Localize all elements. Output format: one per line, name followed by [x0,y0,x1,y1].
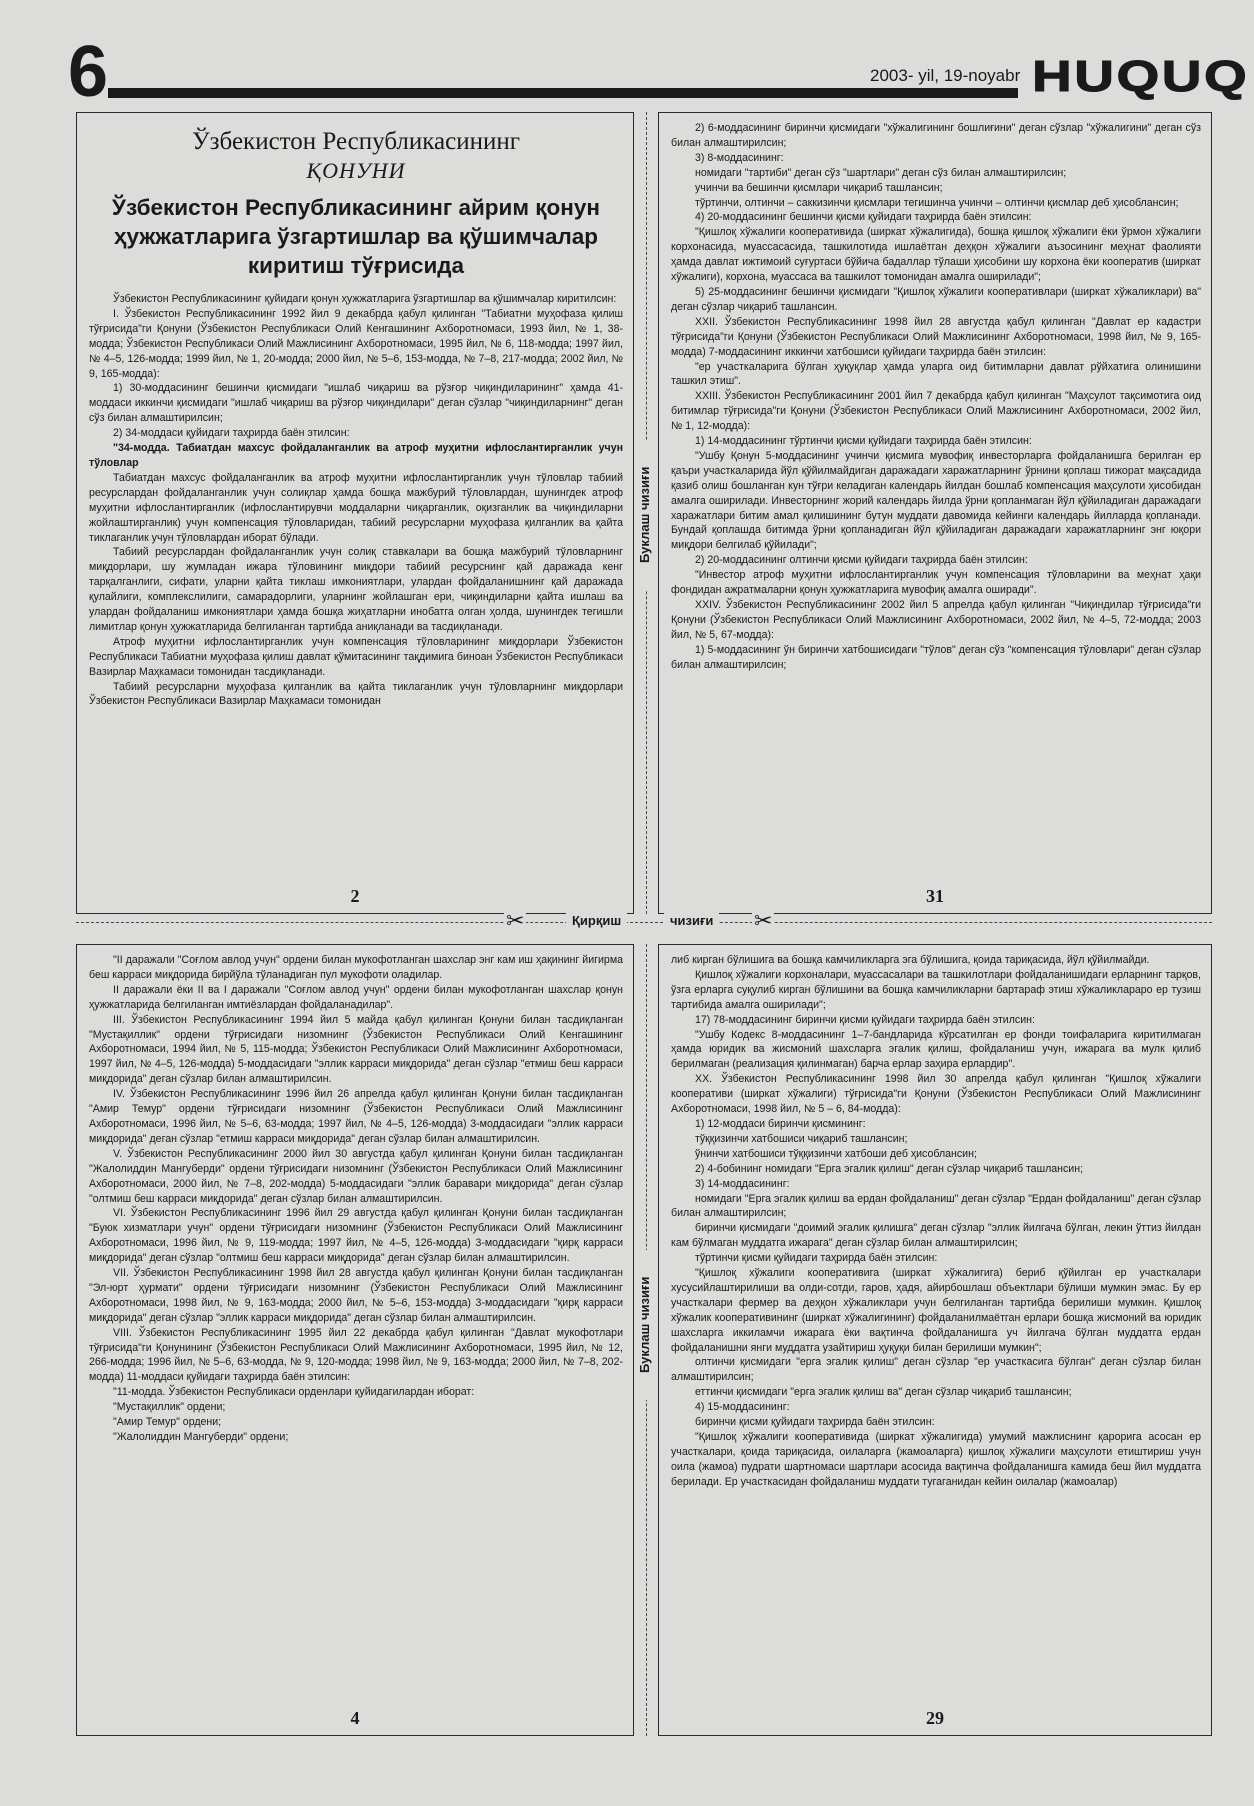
paragraph: V. Ўзбекистон Республикасининг 2000 йил 30 августда қабул қилинган Қонуни билан тасдиқланган "Жалолиддин Мангуберди" ордени тўғрисидаги низомнинг (Ўзбекистон Республикаси Олий Мажлисининг Ахборотномаси, 2000 йил, № 7–8, 202-модда) 5-моддасидаги "эллик баравари миқдорида" деган сўзлар "олтмиш беш карраси миқдорида" деган сўзлар билан алмаштирилсин. [89,1147,623,1205]
paragraph: VI. Ўзбекистон Республикасининг 1996 йил 29 августда қабул қилинган Қонуни билан тасдиқланган "Буюк хизматлари учун" ордени тўғрисидаги низомнинг (Ўзбекистон Республикаси Олий Мажлисининг Ахборотномаси, 1996 йил, № 9, 119-модда; 1997 йил, № 4–5, 126-модда) 3-моддасидаги "қирқ карраси миқдорида" деган сўзлар "олтмиш беш карраси миқдорида" деган сўзлар билан алмаштирилсин. [89,1207,623,1265]
box-page-number: 2 [350,886,360,906]
paragraph: "34-модда. Табиатдан махсус фойдаланганлик ва атроф муҳитни ифлослантирганлик учун тўловлар [89,442,623,469]
paragraph: "ер участкаларига бўлган ҳуқуқлар ҳамда уларга оид битимларни давлат рўйхатига олинишини ташкил этиш". [671,360,1201,388]
paragraph: "Амир Темур" ордени; [113,1416,222,1429]
paragraph: IV. Ўзбекистон Республикасининг 1996 йил 26 апрелда қабул қилинган Қонуни билан тасдиқланган "Амир Темур" ордени тўғрисидаги низомнинг (Ўзбекистон Республикаси Олий Мажлисининг Ахборотномаси, 1996 йил, № 5–6, 63-модда; 1997 йил, № 4–5, 126-модда) 3-моддасидаги "эллик карраси миқдорида" деган сўзлар "етмиш карраси миқдорида" деган сўзлар билан алмаштирилсин. [89,1088,623,1145]
law-box-page-31 [658,112,1212,914]
scissors-icon: ✂ [506,908,525,933]
box-page-number: 29 [926,1708,944,1728]
law-box-page-4 [76,944,634,1736]
paragraph: VIII. Ўзбекистон Республикасининг 1995 йил 22 декабрда қабул қилинган "Давлат мукофотлари тўғрисида"ги Қонунининг (Ўзбекистон Республикаси Олий Мажлисининг Ахборотномаси, 1995 йил, № 12, 266-модда; 1996 йил, № 5–6, 63-модда, № 9, 120-модда; 1998 йил, № 9, 163-модда; 2000 йил, № 7–8, 202-модда) 11-моддаси қуйидаги таҳрирда баён этилсин: [89,1326,623,1384]
paragraph: 1) 14-моддасининг тўртинчи қисми қуйидаги таҳрирда баён этилсин: [695,435,1032,448]
paragraph: XX. Ўзбекистон Республикасининг 1998 йил 30 апрелда қабул қилинган "Қишлоқ хўжалиги кооперативи (ширкат хўжалиги) тўғрисида"ги Қонуни (Ўзбекистон Республикаси Олий Мажлисининг Ахборотномаси, 1998 йил, № 5 – 6, 84-модда): [671,1073,1201,1116]
law-box-page-29 [658,944,1212,1736]
paragraph: 3) 14-моддасининг: [695,1177,790,1190]
paragraph: 1) 30-моддасининг бешинчи қисмидаги "ишлаб чиқариш ва рўзғор чиқиндиларининг" ҳамда 41-моддаси иккинчи қисмидаги "ишлаб чиқариш ва рўзғор чиқиндилари" деган сўзлар "чиқиндиларнинг" деган сўз билан алмаштирилсин; [89,382,623,425]
law-box-page-2 [76,112,634,914]
paragraph: Ўзбекистон Республикасининг қуйидаги қонун ҳужжатларига ўзгартишлар ва қўшимчалар киритилсин: [113,293,617,305]
paragraph: Табиий ресурслардан фойдаланганлик учун солиқ ставкалари ва бошқа мажбурий тўловларнинг миқдорлари, шу жумладан ижара тўловининг миқдори табиий ресурснинг қай даражада кенг тарқалганлиги, сифати, уларни қайта тиклаш имкониятлари, улардан фойдаланишнинг қай даражада қулайлиги, комплекслилиги, самарадорлиги, уларнинг жойлашган ери, чиқиндиларни қайта ишлаш ва улардан фойдаланиш имкониятлари ҳамда бошқа жиҳатларни инобатга олган ҳолда, шунингдек тегишли лимитлар қонун ҳужжатларида белгиланган тартибда аниқланади ва тасдиқланади. [89,546,623,633]
paragraph: Атроф муҳитни ифлослантирганлик учун компенсация тўловларининг миқдорлари Ўзбекистон Республикаси Табиатни муҳофаза қилиш давлат қўмитасининг тақдимига биноан Ўзбекистон Республикаси Вазирлар Маҳкамаси томонидан тасдиқланади. [89,635,623,678]
paragraph: 1) 12-моддаси биринчи қисмининг: [695,1117,866,1130]
scissors-icon: ✂ [754,908,773,933]
paragraph: Табиатдан махсус фойдаланганлик ва атроф муҳитни ифлослантирганлик учун тўловлар табиий ресурслардан фойдаланганлик учун солиқлар ҳамда бошқа мажбурий тўловлардан, шунингдек атроф муҳитни ифлослантирганлик (ифлослантирувчи моддаларни чиқарганлик, оқизганлик ва чиқиндиларни жойлаштирганлик) учун компенсация тўловларидан, табиий ресурсларни муҳофаза қилганлик ва қайта тиклаганлик учун тўловлардан иборат бўлади. [89,471,623,544]
fold-label-bottom: Буклаш чизиғи [637,1250,657,1400]
paragraph: еттинчи қисмидаги "ерга эгалик қилиш ва" деган сўзлар чиқариб ташлансин; [695,1386,1072,1399]
paragraph: 3) 8-моддасининг: [695,151,784,164]
paragraph: 4) 15-моддасининг: [695,1401,790,1414]
paragraph: II даражали ёки II ва I даражали "Соғлом авлод учун" ордени билан мукофотланган шахслар қонун ҳужжатларида белгиланган имтиёзлардан фойдаланадилар". [89,983,623,1011]
paragraph: "II даражали "Соғлом авлод учун" ордени билан мукофотланган шахслар энг кам иш ҳақининг йигирма беш карраси миқдорида бирйўла тўланадиган пул мукофоти оладилар. [89,954,623,981]
paragraph: тўққизинчи хатбошиси чиқариб ташлансин; [695,1132,908,1145]
paragraph: I. Ўзбекистон Республикасининг 1992 йил 9 декабрда қабул қилинган "Табиатни муҳофаза қилиш тўғрисида"ги Қонуни (Ўзбекистон Республикаси Олий Кенгашининг Ахборотномаси, 1993 йил, № 1, 38-модда; Ўзбекистон Республикаси Олий Мажлисининг Ахборотномаси, 1995 йил, № 6, 118-модда; 1997 йил, № 4–5, 126-модда; 1999 йил, № 1, 20-модда; 2000 йил, № 5–6, 153-модда, № 7–8, 217-модда; 2002 йил, № 9, 165-модда): [89,307,623,380]
paragraph: 4) 20-моддасининг бешинчи қисми қуйидаги таҳрирда баён этилсин: [695,211,1032,224]
paragraph: номидаги "Ерга эгалик қилиш ва ердан фойдаланиш" деган сўзлар "Ердан фойдаланиш" деган сўзлар билан алмаштирилсин; [671,1192,1201,1220]
paragraph: Табиий ресурсларни муҳофаза қилганлик ва қайта тиклаганлик учун тўловларнинг миқдорлари Ўзбекистон Республикаси Вазирлар Маҳкамаси томонидан [89,680,623,708]
paragraph: "Инвестор атроф муҳитни ифлослантирганлик учун компенсация тўловларини ва меҳнат ҳақи фондидан ажратмаларни қонун ҳужжатларига мувофиқ амалга оширади". [671,569,1201,597]
box-page-number: 4 [350,1708,360,1728]
paragraph: тўртинчи қисми қуйидаги таҳрирда баён этилсин: [695,1252,938,1265]
box-page-number: 31 [926,886,944,906]
paragraph: 17) 78-моддасининг биринчи қисми қуйидаги таҳрирда баён этилсин: [695,1013,1035,1026]
paragraph: 2) 34-моддаси қуйидаги таҳрирда баён этилсин: [113,427,350,440]
paragraph: биринчи қисмидаги "доимий эгалик қилишга" деган сўзлар "эллик йилгача бўлган, лекин ўттиз йилдан кам бўлмаган муддатга ижарага" деган сўзлар билан алмаштирилсин; [671,1222,1201,1250]
paragraph: "Қишлоқ хўжалиги кооперативида (ширкат хўжалигида), бошқа қишлоқ хўжалиги ёки ўрмон хўжалиги корхонасида, муассасасида, ташкилотида ишлаётган деҳқон хўжалиги аъзосининг меҳнат фаолияти ҳамда давлат ижтимоий суғуртаси бўйича бадаллар тўлаши ҳисобини шу корхона ёки кооператив (ширкат хўжалиги), корхона, муассаса ва ташкилот томонидан амалга оширилади"; [671,226,1201,284]
paragraph: тўртинчи, олтинчи – саккизинчи қисмлари тегишинча учинчи – олтинчи қисмлар деб ҳисоблансин; [695,196,1179,209]
paragraph: XXIV. Ўзбекистон Республикасининг 2002 йил 5 апрелда қабул қилинган "Чиқиндилар тўғрисида"ги Қонуни (Ўзбекистон Республикаси Олий Мажлисининг Ахборотномаси, 2002 йил, № 4–5, 72-модда; 2003 йил, № 5, 67-модда): [671,599,1201,641]
paragraph: учинчи ва бешинчи қисмлари чиқариб ташлансин; [695,181,943,194]
paragraph: ўнинчи хатбошиси тўққизинчи хатбоши деб ҳисоблансин; [695,1147,977,1160]
paragraph: 2) 20-моддасининг олтинчи қисми қуйидаги таҳрирда баён этилсин: [695,554,1028,567]
cut-label-line: чизиғи [664,913,719,928]
paragraph: "Жалолиддин Мангуберди" ордени; [113,1431,289,1443]
paragraph: 5) 25-моддасининг бешинчи қисмидаги "Қишлоқ хўжалиги кооперативлари (ширкат хўжаликлари) ва" деган сўзлар чиқариб ташлансин. [671,285,1201,313]
paragraph: VII. Ўзбекистон Республикасининг 1998 йил 28 августда қабул қилинган Қонуни билан тасдиқланган "Эл-юрт ҳурмати" ордени тўғрисидаги низомнинг (Ўзбекистон Республикаси Олий Мажлисининг Ахборотномаси, 1998 йил, № 9, 163-модда; 2000 йил, № 5–6, 153-модда) 3-моддасидаги "қирқ карраси миқдорида" деган сўзлар "эллик карраси миқдорида" деган сўзлар билан алмаштирилсин. [89,1267,623,1324]
issue-date: 2003- yil, 19-noyabr [870,66,1021,85]
paragraph: номидаги "тартиби" деган сўз "шартлари" деган сўз билан алмаштирилсин; [695,166,1067,179]
paragraph: 2) 6-моддасининг биринчи қисмидаги "хўжалигининг бошлиғини" деган сўзлар "хўжалигини" деган сўз билан алмаштирилсин; [671,122,1201,149]
paragraph: "Мустақиллик" ордени; [113,1401,226,1414]
cut-line [76,922,1212,924]
paragraph: 2) 4-бобининг номидаги "Ерга эгалик қилиш" деган сўзлар чиқариб ташлансин; [695,1162,1084,1175]
paragraph: биринчи қисми қуйидаги таҳрирда баён этилсин: [695,1416,935,1429]
paragraph: 1) 5-моддасининг ўн биринчи хатбошисидаги "тўлов" деган сўз "компенсация тўловлари" деган сўзлар билан алмаштирилсин; [671,643,1201,671]
paragraph: "Ушбу Кодекс 8-моддасининг 1–7-бандларида кўрсатилган ер фонди тоифаларига киритилмаган ҳамда юридик ва жисмоний шахсларга эгалик қилиш, фойдаланиш учун, ижарага ва мулк қилиб берилмаган (реализация қилинмаган) барча ерлар заҳира ерлардир". [671,1028,1201,1071]
paragraph: олтинчи қисмидаги "ерга эгалик қилиш" деган сўзлар "ер участкасига бўлган" деган сўзлар билан алмаштирилсин; [671,1356,1201,1384]
law-heading-line2: ҚОНУНИ [306,158,406,183]
page-number: 6 [68,32,107,112]
fold-label-top: Буклаш чизиғи [637,440,657,590]
paragraph: "Ушбу Қонун 5-моддасининг учинчи қисмига мувофиқ инвесторларга фойдаланишга берилган ер қаъри участкаларида йўл қўйилмайдиган даражадаги харажатларнинг ўрнини қоплаш тижорат мақсадида қазиб олиш бошланган кун тўғри келадиган календарь йилдан бошлаб компенсация маҳсулоти ҳисобидан амалга оширилади. Инвесторнинг жорий календарь йилда ўрни қопланмаган йўл қўйиладиган даражадаги харажатлари битим амал қилишининг бутун муддати давомида кейинги календарь йилларда қопланади. Бундай қоплашда битимда ўрни қопланадиган йўл қўйиладиган даражадаги харажатларнинг энг юқори миқдори белгилаб қўйилади"; [671,449,1201,552]
cut-label: Қирқиш [566,913,627,928]
law-title: Ўзбекистон Республикасининг айрим қонун ҳужжатларига ўзгартишлар ва қўшимчалар киритиш тўғрисида [112,195,600,278]
header-rule [108,88,1018,98]
law-heading-line1: Ўзбекистон Республикасининг [191,128,521,155]
paragraph: либ кирган бўлишига ва бошқа камчиликларга эга бўлишига, қоида тариқасида, йўл қўйилмайди. [671,954,1150,966]
paragraph: Қишлоқ хўжалиги корхоналари, муассасалари ва ташкилотлари фойдаланишидаги ерларнинг тарқов, ўзга ерларга суқулиб кирган бўлишини ва бошқа камчиликларни бартараф этиш хўжаликлараро ер тузиш тартибида амалга оширилади"; [671,968,1201,1011]
paragraph: "Қишлоқ хўжалиги кооперативига (ширкат хўжалигига) бериб қўйилган ер участкалари хусусийлаштирилиши ва олди-сотди, гаров, ҳадя, айирбошлаш объектлари бўлиши мумкин эмас. Бу ер участкалари фермер ва деҳқон хўжаликлари учун белгиланган тартибда берилиши мумкин. Қишлоқ хўжалик кооперативининг (ширкат хўжалигининг) фойдаланилмаётган ерлари бошқа жисмоний ва юридик шахсларга иккиламчи ижарага ёки вақтинча фойдаланишга уч йилгача бўлган муддатга ердан фойдаланишни янги муддатга узайтириш ҳуқуқи билан берилиши мумкин"; [671,1267,1201,1354]
paragraph: III. Ўзбекистон Республикасининг 1994 йил 5 майда қабул қилинган Қонуни билан тасдиқланган "Мустақиллик" ордени тўғрисидаги низомнинг (Ўзбекистон Республикаси Олий Кенгашининг Ахборотномаси, 1994 йил, № 5, 115-модда; Ўзбекистон Республикаси Олий Мажлисининг Ахборотномаси, 1997 йил, № 4–5, 126-модда) 5-моддасидаги "эллик карраси миқдорида" деган сўзлар "етмиш беш карраси миқдорида" деган сўзлар билан алмаштирилсин. [89,1013,623,1086]
newspaper-logo: HUQUQ [1032,52,1250,101]
paragraph: XXII. Ўзбекистон Республикасининг 1998 йил 28 августда қабул қилинган "Давлат ер кадастри тўғрисида"ги Қонуни (Ўзбекистон Республикаси Олий Мажлисининг Ахборотномаси, 1998 йил, № 9, 165-модда) 7-моддасининг иккинчи хатбошиси қуйидаги таҳрирда баён этилсин: [671,315,1201,358]
paragraph: XXIII. Ўзбекистон Республикасининг 2001 йил 7 декабрда қабул қилинган "Маҳсулот тақсимотига оид битимлар тўғрисида"ги Қонуни (Ўзбекистон Республикаси Олий Мажлисининг Ахборотномаси, 2002 йил, № 1, 12-модда): [671,390,1201,433]
paragraph: "11-модда. Ўзбекистон Республикаси орденлари қуйидагилардан иборат: [113,1386,475,1399]
paragraph: "Қишлоқ хўжалиги кооперативида (ширкат хўжалигида) умумий мажлиснинг қарорига асосан ер участкалари, қоида тариқасида, оилаларга (жамоаларга) қишлоқ хўжалиги маҳсулоти етиштириш учун оила (жамоа) пудрати шартномаси шартлари асосида вақтинча фойдаланишга камида беш йил муддатга берилади. Ер участкасидан фойдаланиш муддати тугаганидан кейин оилалар (жамоалар) [671,1431,1201,1488]
